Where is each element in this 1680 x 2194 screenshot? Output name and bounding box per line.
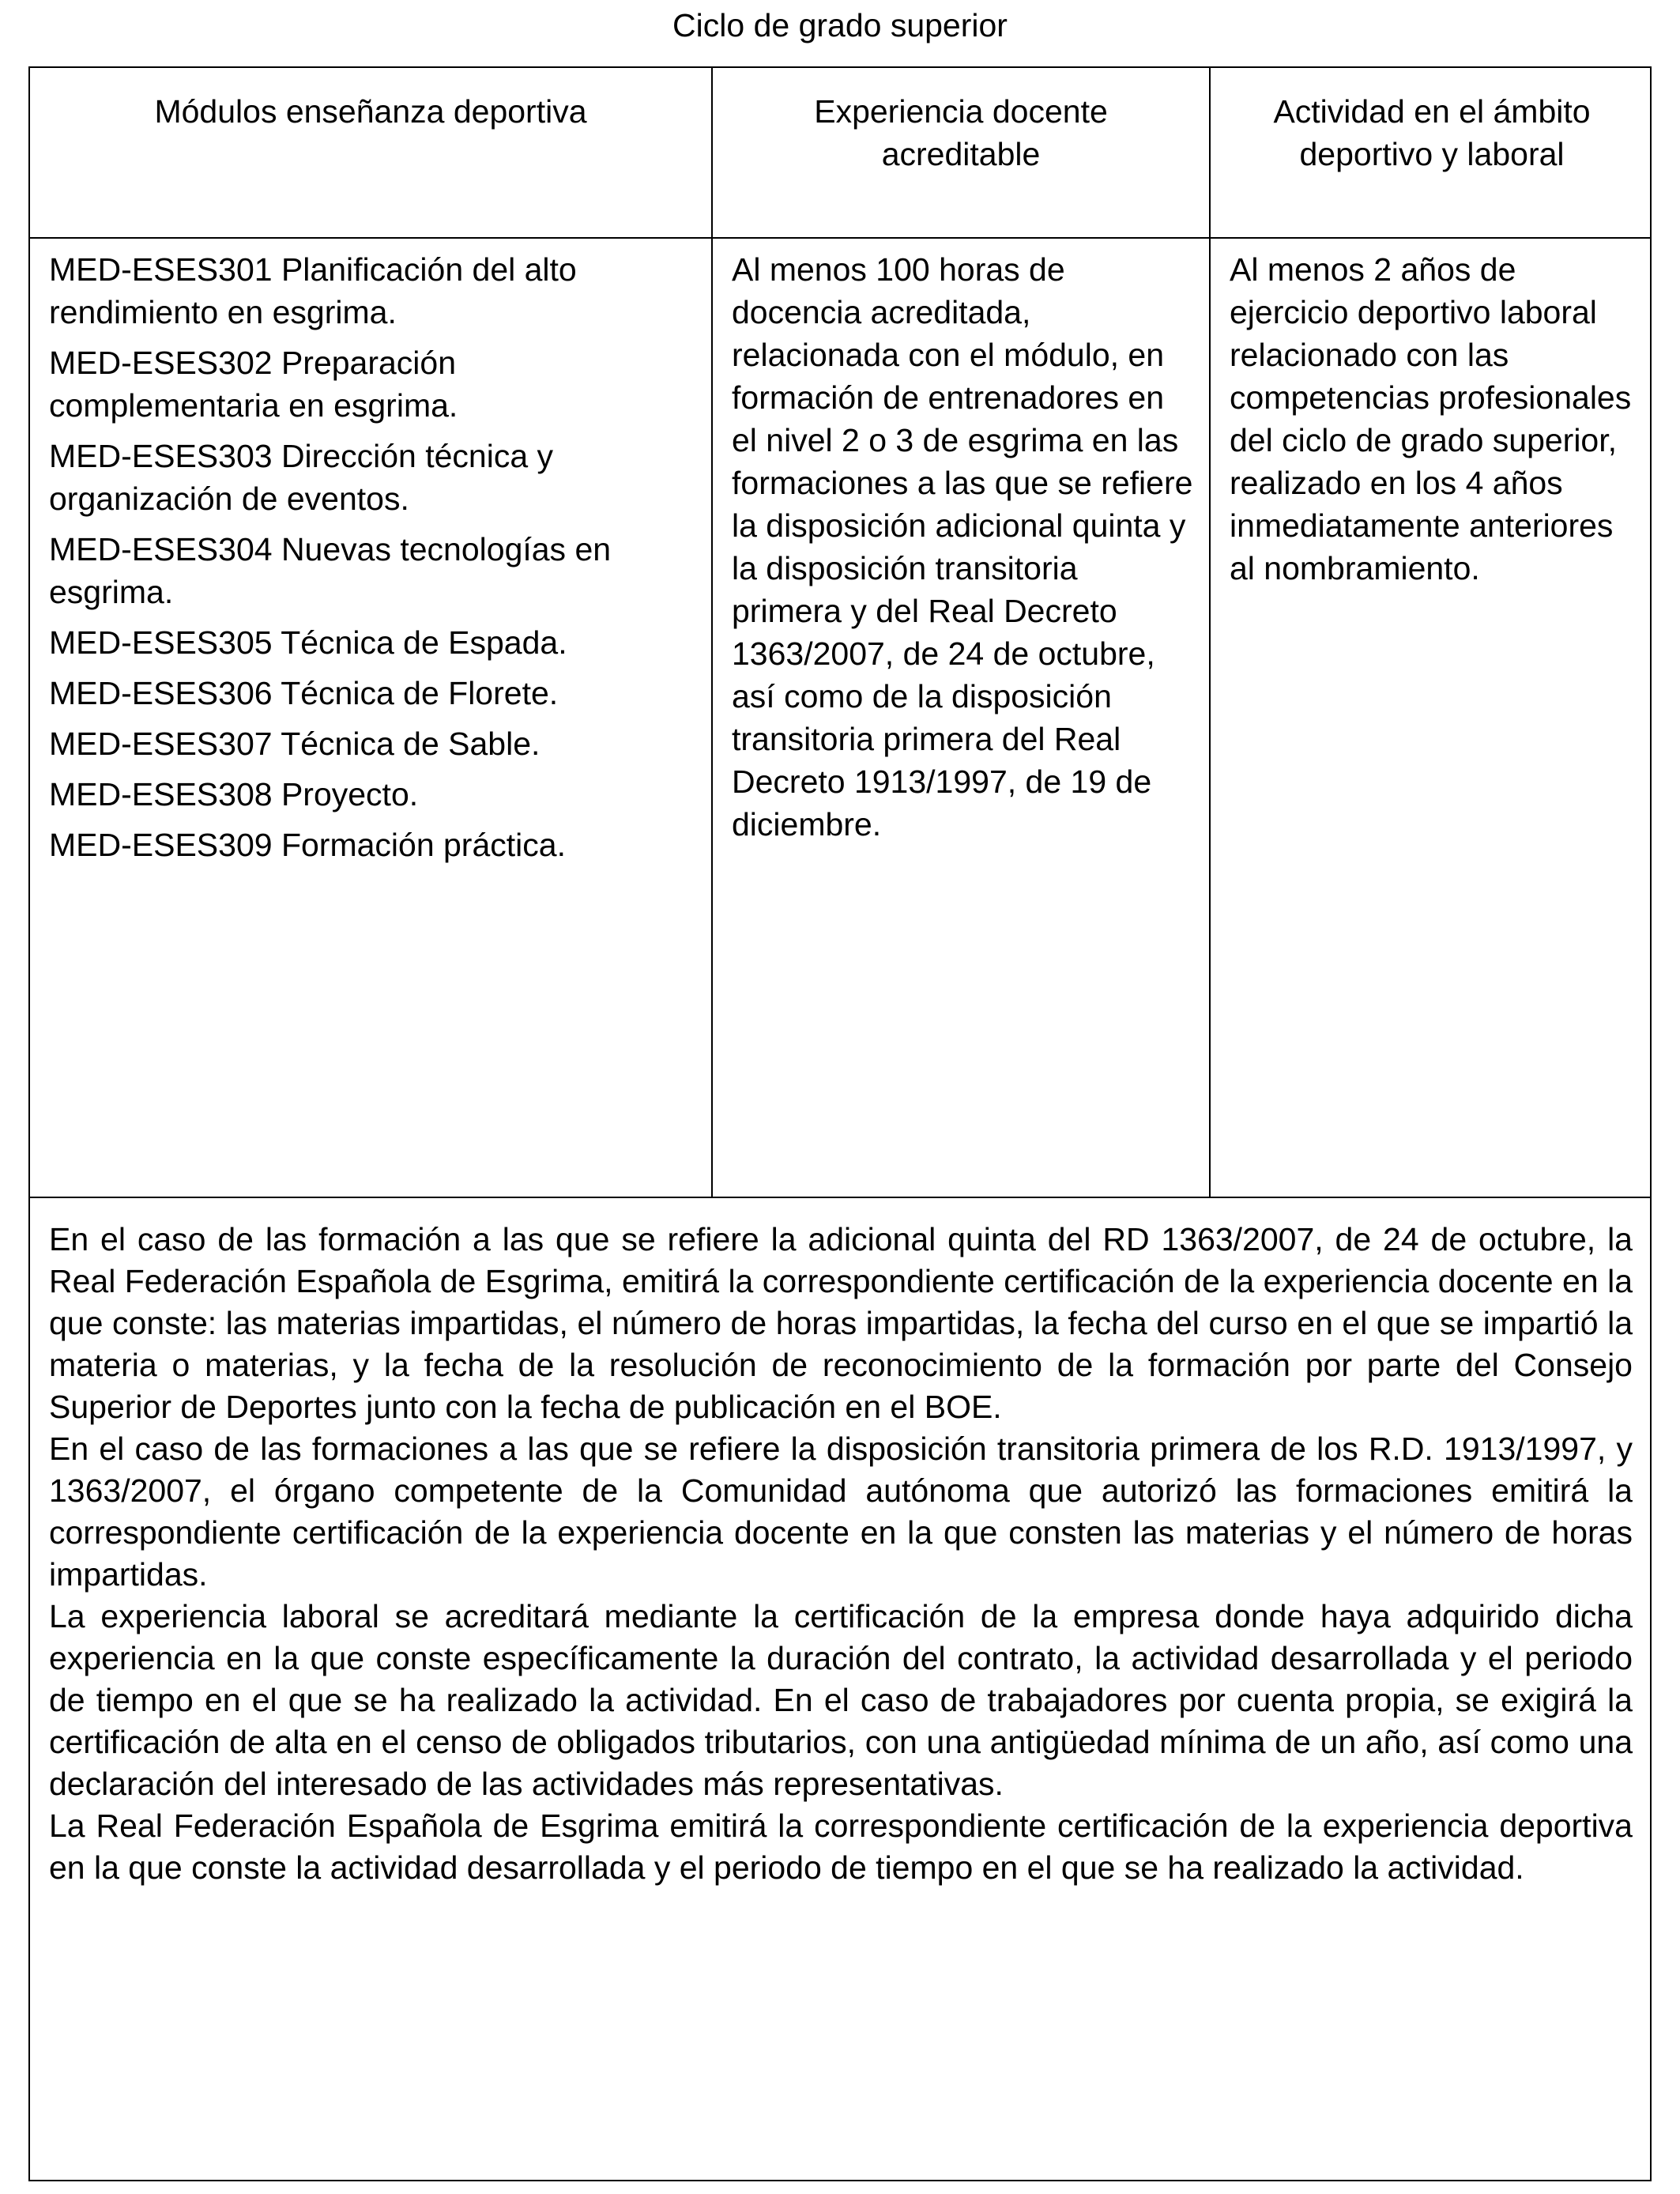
module-item: MED-ESES306 Técnica de Florete.: [49, 675, 559, 711]
note-paragraph: La Real Federación Española de Esgrima emitirá la correspondiente certificación de la experiencia deportiva en la que conste la actividad desarrollada y el periodo de tiempo en el que se ha realizado la actividad.: [49, 1808, 1633, 1886]
module-item: MED-ESES302 Preparación complementaria en esgrima.: [49, 345, 458, 424]
module-item: MED-ESES304 Nuevas tecnologías en esgrima.: [49, 531, 612, 610]
requirements-table: [28, 66, 1652, 2181]
note-paragraph: La experiencia laboral se acreditará mediante la certificación de la empresa donde haya adquirido dicha experiencia en la que conste específicamente la duración del contrato, la actividad desarrollada y el periodo de tiempo en el que se ha realizado la actividad. En el caso de trabajadores por cuenta propia, se exigirá la certificación de alta en el censo de obligados tributarios, con una antigüedad mínima de un año, así como una declaración del interesado de las actividades más representativas.: [49, 1598, 1633, 1802]
experiencia-docente-cell: Al menos 100 horas de docencia acreditada, relacionada con el módulo, en formación de entrenadores en el nivel 2 o 3 de esgrima en las formaciones a las que se refiere la disposición adicional quinta y la disposición transitoria primera y del Real Decreto 1363/2007, de 24 de octubre, así como de la disposición transitoria primera del Real Decreto 1913/1997, de 19 de diciembre.: [732, 251, 1193, 843]
note-paragraph: En el caso de las formación a las que se refiere la adicional quinta del RD 1363/2007, de 24 de octubre, la Real Federación Española de Esgrima, emitirá la correspondiente certificación de la experiencia docente en la que conste: las materias impartidas, el número de horas impartidas, la fecha del curso en el que se impartió la materia o materias, y la fecha de la resolución de reconocimiento de la formación por parte del Consejo Superior de Deportes junto con la fecha de publicación en el BOE.: [49, 1221, 1633, 1425]
page-title: Ciclo de grado superior: [672, 7, 1008, 43]
header-divider: [30, 237, 1650, 239]
header-modulos: Módulos enseñanza deportiva: [154, 93, 587, 130]
module-item: MED-ESES305 Técnica de Espada.: [49, 624, 567, 661]
module-item: MED-ESES301 Planificación del alto rendimiento en esgrima.: [49, 251, 577, 330]
actividad-cell: Al menos 2 años de ejercicio deportivo laboral relacionado con las competencias profesionales del ciclo de grado superior, realizado en los 4 años inmediatamente anteriores al nombramiento.: [1230, 251, 1632, 586]
module-item: MED-ESES307 Técnica de Sable.: [49, 726, 541, 762]
notes-cell: [49, 1219, 1633, 1889]
notes-divider: [30, 1197, 1650, 1198]
header-experiencia-docente: Experiencia docente acreditable: [814, 93, 1108, 172]
module-item: MED-ESES309 Formación práctica.: [49, 827, 566, 863]
modules-cell: [30, 248, 711, 874]
module-item: MED-ESES308 Proyecto.: [49, 776, 419, 812]
note-paragraph: En el caso de las formaciones a las que se refiere la disposición transitoria primera de los R.D. 1913/1997, y 1363/2007, el órgano competente de la Comunidad autónoma que autorizó las formaciones emitirá la correspondiente certificación de la experiencia docente en la que consten las materias y el número de horas impartidas.: [49, 1431, 1633, 1593]
header-actividad: Actividad en el ámbito deportivo y laboral: [1273, 93, 1591, 172]
module-item: MED-ESES303 Dirección técnica y organización de eventos.: [49, 438, 554, 517]
